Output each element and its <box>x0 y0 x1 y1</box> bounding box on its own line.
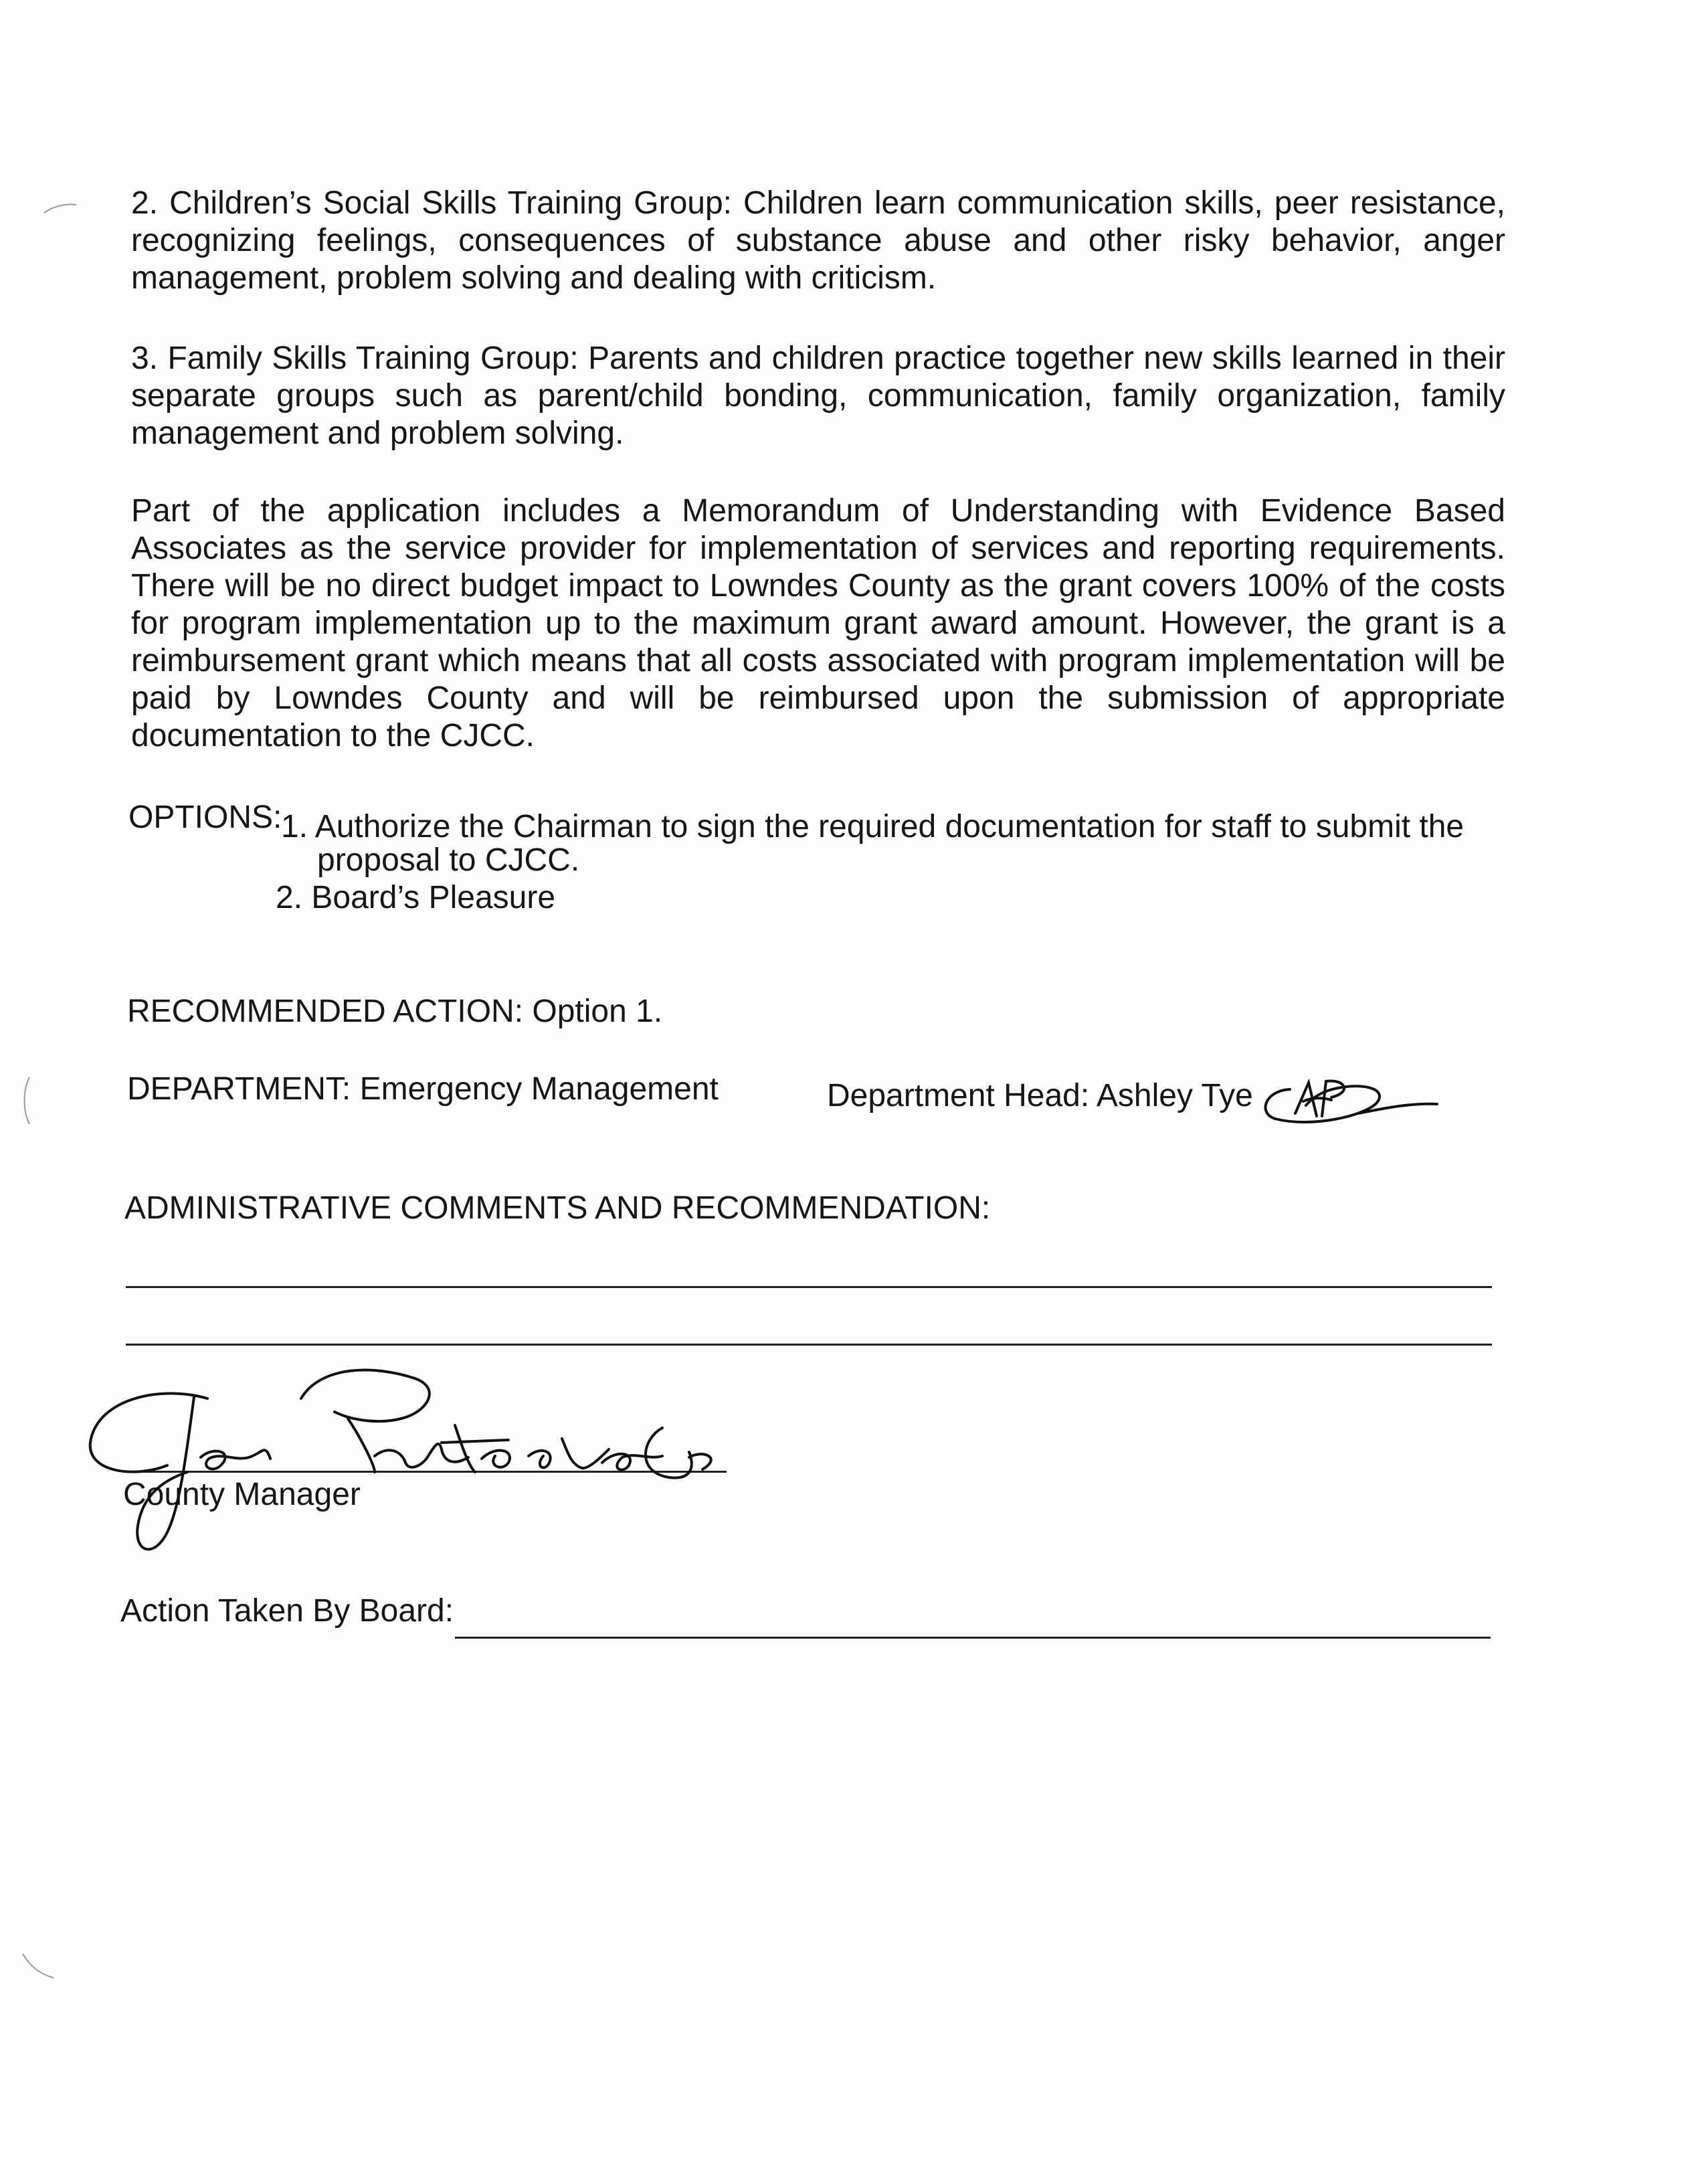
scan-artifacts <box>23 205 76 1979</box>
paragraph-childrens-social-skills: 2. Children’s Social Skills Training Group: Children learn communication skills, peer resistance, recognizing feelings, consequences of substance abuse and other risky behavior, anger management, problem solving and dealing with criticism. <box>131 185 1505 296</box>
county-manager-label: County Manager <box>123 1477 361 1512</box>
option-1-line-1: 1. Authorize the Chairman to sign the required documentation for staff to submit the <box>281 809 1464 844</box>
action-taken-label: Action Taken By Board: <box>120 1593 454 1629</box>
paragraph-memorandum: Part of the application includes a Memorandum of Understanding with Evidence Based Associates as the service provider for implementation of services and reporting requirements. There will be no direct budget impact to Lowndes County as the grant covers 100% of the costs for program implementation up to the maximum grant award amount. However, the grant is a reimbursement grant which means that all costs associated with program implementation will be paid by Lowndes County and will be reimbursed upon the submission of appropriate documentation to the CJCC. <box>131 493 1505 753</box>
department-head-label: Department Head: Ashley Tye <box>827 1078 1253 1113</box>
options-label: OPTIONS: <box>128 800 282 835</box>
option-2: 2. Board’s Pleasure <box>276 880 556 915</box>
county-manager-signature <box>90 1370 711 1550</box>
recommended-action: RECOMMENDED ACTION: Option 1. <box>127 994 663 1029</box>
admin-comments-label: ADMINISTRATIVE COMMENTS AND RECOMMENDATION: <box>124 1190 991 1226</box>
department-label: DEPARTMENT: Emergency Management <box>127 1071 719 1107</box>
option-1-line-2: proposal to CJCC. <box>317 842 580 878</box>
department-head-signature <box>1266 1081 1437 1121</box>
paragraph-family-skills: 3. Family Skills Training Group: Parents and children practice together new skills learned in their separate groups such as parent/child bonding, communication, family organization, family management and problem solving. <box>131 341 1505 451</box>
